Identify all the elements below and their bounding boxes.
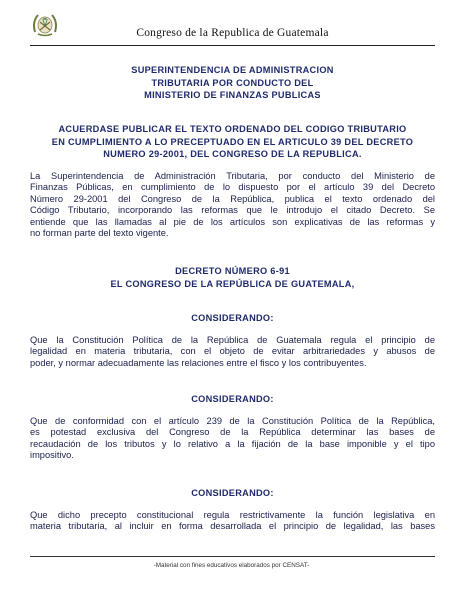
paragraph-line: Que dicho precepto constitucional regula restrictivamente la función legislativa en	[30, 510, 435, 520]
page-header	[30, 8, 435, 45]
paragraph-line: materia tributaria, al incluir en forma desarrollada el principio de legalidad, las bases	[30, 521, 435, 532]
issuer-heading	[30, 64, 435, 102]
resolution-heading-line: EN CUMPLIMIENTO A LO PRECEPTUADO EN EL ARTICULO 39 DEL DECRETO	[51, 136, 414, 147]
considerando-heading: CONSIDERANDO:	[191, 313, 274, 323]
decree-heading-line: EL CONGRESO DE LA REPÚBLICA DE GUATEMALA,	[110, 278, 355, 289]
paragraph-line: es potestad exclusiva del Congreso de la República determinar las bases de	[30, 427, 435, 438]
issuer-heading-line: MINISTERIO DE FINANZAS PUBLICAS	[144, 90, 321, 100]
resolution-heading	[30, 123, 435, 161]
paragraph-line: impositivo.	[30, 450, 74, 461]
paragraph-line: Código Tributario, incorporando las reformas que le introdujo el citado Decreto. Se	[30, 205, 435, 216]
considerando-heading: CONSIDERANDO:	[191, 394, 274, 404]
resolution-heading-line: ACUERDASE PUBLICAR EL TEXTO ORDENADO DEL CODIGO TRIBUTARIO	[58, 124, 407, 134]
issuer-heading-line: TRIBUTARIA POR CONDUCTO DEL	[151, 77, 314, 88]
intro-paragraph	[30, 171, 435, 239]
considerando-paragraph	[30, 335, 435, 369]
paragraph-line: no forman parte del texto vigente.	[30, 228, 169, 239]
paragraph-line: recaudación de los tributos y lo relativo a la fijación de la base imponible y el tipo	[30, 438, 435, 449]
header-title: Congreso de la Republica de Guatemala	[136, 27, 329, 39]
header-divider	[30, 45, 435, 46]
paragraph-line: Que la Constitución Política de la República de Guatemala regula el principio de	[30, 335, 435, 345]
paragraph-line: La Superintendencia de Administración Tributaria, por conducto del Ministerio de	[30, 171, 435, 181]
footer-divider	[30, 556, 435, 557]
considerando-heading: CONSIDERANDO:	[191, 488, 274, 498]
considerando-paragraph	[30, 416, 435, 462]
paragraph-line: entiende que las llamadas al pie de los artículos son explicativas de las reformas y	[30, 216, 435, 227]
paragraph-line: Finanzas Públicas, en cumplimiento de lo dispuesto por el artículo 39 del Decreto	[30, 182, 435, 193]
issuer-heading-line: SUPERINTENDENCIA DE ADMINISTRACION	[131, 65, 334, 75]
paragraph-line: Que de conformidad con el artículo 239 de la Constitución Política de la República,	[30, 416, 435, 426]
considerando-paragraph	[30, 510, 435, 533]
footer-note: -Material con fines educativos elaborados por CENSAT-	[153, 562, 310, 569]
decree-heading-line: DECRETO NÚMERO 6-91	[175, 266, 290, 276]
resolution-heading-line: NUMERO 29-2001, DEL CONGRESO DE LA REPUBLICA.	[103, 149, 362, 159]
decree-heading	[30, 265, 435, 290]
paragraph-line: poder, y normar adecuadamente las relaciones entre el fisco y los contribuyentes.	[30, 357, 367, 368]
paragraph-line: Número 29-2001 del Congreso de la República, publica el texto ordenado del	[30, 193, 435, 204]
paragraph-line: legalidad en materia tributaria, con el objeto de evitar arbitrariedades y abusos de	[30, 346, 435, 357]
